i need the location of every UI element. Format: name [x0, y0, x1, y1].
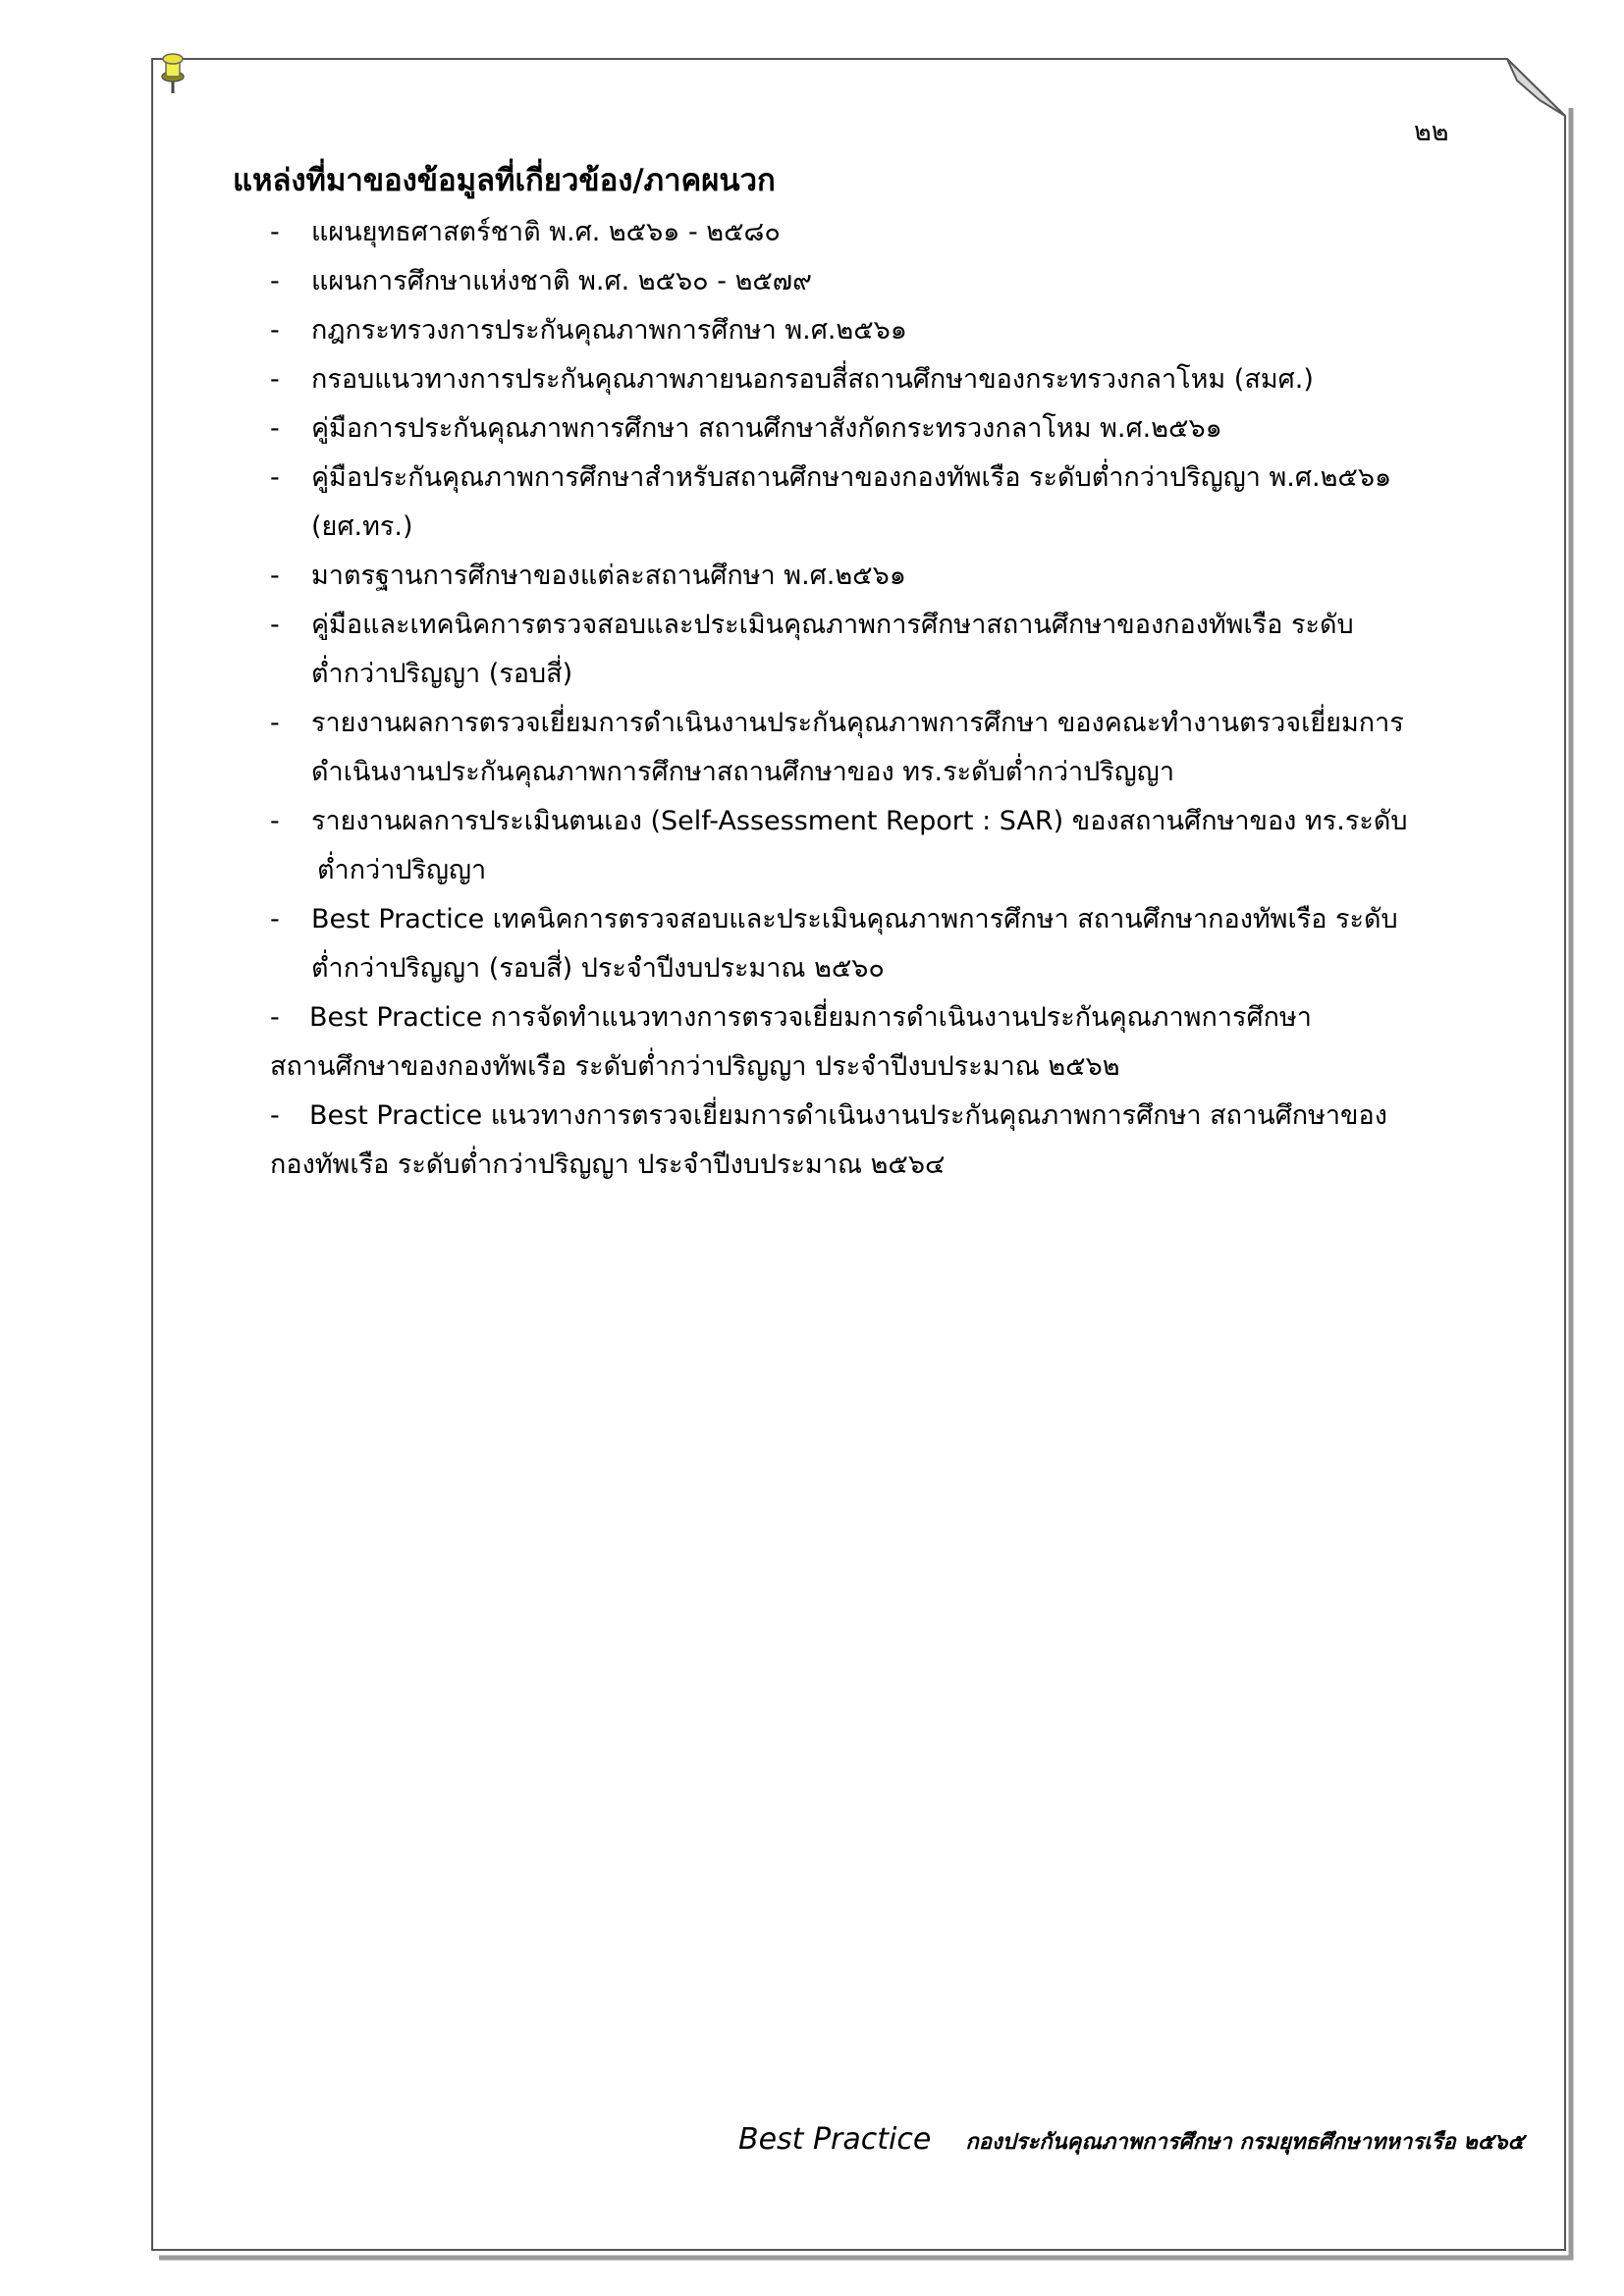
list-item: - กรอบแนวทางการประกันคุณภาพภายนอกรอบสี่สถานศึกษาของกระทรวงกลาโหม (สมศ.)	[270, 364, 1314, 395]
list-item: - แผนยุทธศาสตร์ชาติ พ.ศ. ๒๕๖๑ - ๒๕๘๐	[270, 217, 781, 247]
list-item: - คู่มือและเทคนิคการตรวจสอบและประเมินคุณภาพการศึกษาสถานศึกษาของกองทัพเรือ ระดับ ต่ำกว่าปริญญา (รอบสี่)	[270, 610, 1354, 689]
list-item: - รายงานผลการประเมินตนเอง (Self-Assessment Report : SAR) ของสถานศึกษาของ ทร.ระดับ ต่ำกว่าปริญญา	[270, 806, 1408, 885]
section-heading: แหล่งที่มาของข้อมูลที่เกี่ยวข้อง/ภาคผนวก	[233, 163, 776, 198]
list-item: - Best Practice แนวทางการตรวจเยี่ยมการดำเนินงานประกันคุณภาพการศึกษา สถานศึกษาของ กองทัพเรือ ระดับต่ำกว่าปริญญา ประจำปีงบประมาณ ๒๕๖๔	[270, 1100, 1387, 1180]
list-item: - คู่มือการประกันคุณภาพการศึกษา สถานศึกษาสังกัดกระทรวงกลาโหม พ.ศ.๒๕๖๑	[270, 413, 1222, 444]
page-number: ๒๒	[1414, 117, 1449, 147]
list-item: - รายงานผลการตรวจเยี่ยมการดำเนินงานประกันคุณภาพการศึกษา ของคณะทำงานตรวจเยี่ยมการ ดำเนินงานประกันคุณภาพการศึกษาสถานศึกษาของ ทร.ระดับต่ำกว่าปริญญา	[270, 708, 1404, 787]
list-item: - คู่มือประกันคุณภาพการศึกษาสำหรับสถานศึกษาของกองทัพเรือ ระดับต่ำกว่าปริญญา พ.ศ.๒๕๖๑ (ยศ.ทร.)	[270, 462, 1392, 542]
footer-organization: กองประกันคุณภาพการศึกษา กรมยุทธศึกษาทหารเรือ ๒๕๖๕	[965, 2130, 1525, 2155]
list-item: - มาตรฐานการศึกษาของแต่ละสถานศึกษา พ.ศ.๒๕๖๑	[270, 561, 906, 591]
reference-list	[270, 208, 1497, 1190]
list-item: - Best Practice การจัดทำแนวทางการตรวจเยี่ยมการดำเนินงานประกันคุณภาพการศึกษา สถานศึกษาของกองทัพเรือ ระดับต่ำกว่าปริญญา ประจำปีงบประมาณ ๒๕๖๒	[270, 1002, 1312, 1082]
list-item: - Best Practice เทคนิคการตรวจสอบและประเมินคุณภาพการศึกษา สถานศึกษากองทัพเรือ ระดับ ต่ำกว่าปริญญา (รอบสี่) ประจำปีงบประมาณ ๒๕๖๐	[270, 904, 1398, 984]
list-item: - กฎกระทรวงการประกันคุณภาพการศึกษา พ.ศ.๒๕๖๑	[270, 315, 907, 346]
footer-title: Best Practice	[738, 2122, 932, 2157]
list-item: - แผนการศึกษาแห่งชาติ พ.ศ. ๒๕๖๐ - ๒๕๗๙	[270, 266, 812, 296]
page-footer	[738, 2122, 1524, 2159]
